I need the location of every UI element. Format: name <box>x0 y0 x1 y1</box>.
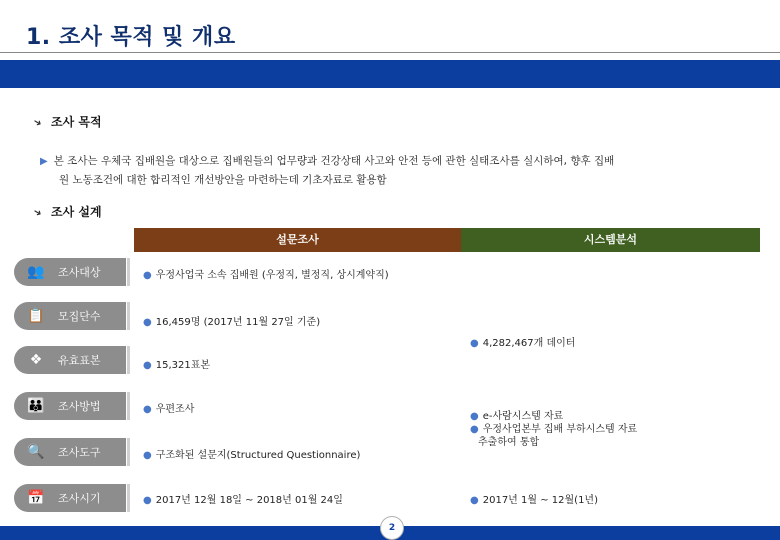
magnifier-icon: 🔍 <box>27 444 45 460</box>
analysis-item-sources <box>470 410 750 449</box>
row-label-tool <box>14 438 126 466</box>
triangle-bullet-icon: ▶ <box>40 156 48 167</box>
bullet-dot: ● <box>470 338 479 349</box>
purpose-line-1: 본 조사는 우체국 집배원을 대상으로 집배원들의 업무량과 건강상태 사고와 안전 등에 관한 실태조사를 실시하여, 향후 집배 <box>53 155 615 167</box>
analysis-source-2: 우정사업본부 집배 부하시스템 자료 <box>482 424 638 435</box>
row-label-population <box>14 302 126 330</box>
bullet-dot: ● <box>143 360 152 371</box>
design-heading <box>30 203 102 220</box>
analysis-item-text: 4,282,467개 데이터 <box>482 338 576 349</box>
survey-item-tool <box>143 446 360 461</box>
row-divider <box>127 484 130 512</box>
title-divider <box>0 52 780 53</box>
bullet-dot: ● <box>143 317 152 328</box>
analysis-source-1: e-사람시스템 자료 <box>482 411 564 422</box>
survey-item-period <box>143 491 343 506</box>
row-label-text: 유효표본 <box>58 354 101 367</box>
bullet-dot: ● <box>470 411 479 422</box>
group-method-icon: 👪 <box>27 398 45 414</box>
row-divider <box>127 258 130 286</box>
page-number: 2 <box>380 516 404 540</box>
purpose-line-2: 원 노동조건에 대한 합리적인 개선방안을 마련하는데 기초자료로 활용함 <box>59 174 387 186</box>
survey-item-text: 우편조사 <box>155 404 195 415</box>
row-label-text: 조사방법 <box>58 400 101 413</box>
analysis-source-3: 추출하여 통합 <box>478 437 540 448</box>
analysis-column-header: 시스템분석 <box>461 228 760 252</box>
survey-item-valid-sample <box>143 356 210 371</box>
row-label-text: 조사도구 <box>58 446 101 459</box>
survey-item-text: 구조화된 설문지(Structured Questionnaire) <box>155 450 361 461</box>
row-label-text: 모집단수 <box>58 310 101 323</box>
bullet-dot: ● <box>470 495 479 506</box>
row-divider <box>127 438 130 466</box>
purpose-text <box>40 152 745 190</box>
arrow-icon: ➜ <box>30 206 44 220</box>
analysis-item-period <box>470 491 598 506</box>
survey-item-method <box>143 400 194 415</box>
analysis-item-text: 2017년 1월 ~ 12월(1년) <box>482 495 598 506</box>
survey-item-population <box>143 313 320 328</box>
survey-column-header: 설문조사 <box>134 228 461 252</box>
header-band <box>0 60 780 88</box>
people-group-icon: 👥 <box>27 264 45 280</box>
bullet-dot: ● <box>143 404 152 415</box>
calendar-icon: 📅 <box>27 490 45 506</box>
bullet-dot: ● <box>143 270 152 281</box>
row-divider <box>127 392 130 420</box>
bullet-dot: ● <box>143 495 152 506</box>
row-label-period <box>14 484 126 512</box>
row-label-method <box>14 392 126 420</box>
row-label-text: 조사시기 <box>58 492 101 505</box>
row-label-text: 조사대상 <box>58 266 101 279</box>
row-divider <box>127 302 130 330</box>
analysis-item-data-count <box>470 334 575 349</box>
bullet-dot: ● <box>470 424 479 435</box>
page-title: 1. 조사 목적 및 개요 <box>26 25 236 50</box>
row-label-target <box>14 258 126 286</box>
survey-item-target <box>143 266 389 281</box>
row-divider <box>127 346 130 374</box>
sample-people-icon: ❖ <box>29 352 43 368</box>
survey-item-text: 2017년 12월 18일 ~ 2018년 01월 24일 <box>155 495 343 506</box>
clipboard-icon: 📋 <box>27 308 45 324</box>
purpose-heading <box>30 113 102 130</box>
survey-item-text: 16,459명 (2017년 11월 27일 기준) <box>155 317 321 328</box>
bullet-dot: ● <box>143 450 152 461</box>
design-heading-label: 조사 설계 <box>51 205 102 219</box>
row-label-valid-sample <box>14 346 126 374</box>
arrow-icon: ➜ <box>30 116 44 130</box>
purpose-heading-label: 조사 목적 <box>51 115 102 129</box>
survey-item-text: 우정사업국 소속 집배원 (우정직, 별정직, 상시계약직) <box>155 270 389 281</box>
survey-item-text: 15,321표본 <box>155 360 211 371</box>
